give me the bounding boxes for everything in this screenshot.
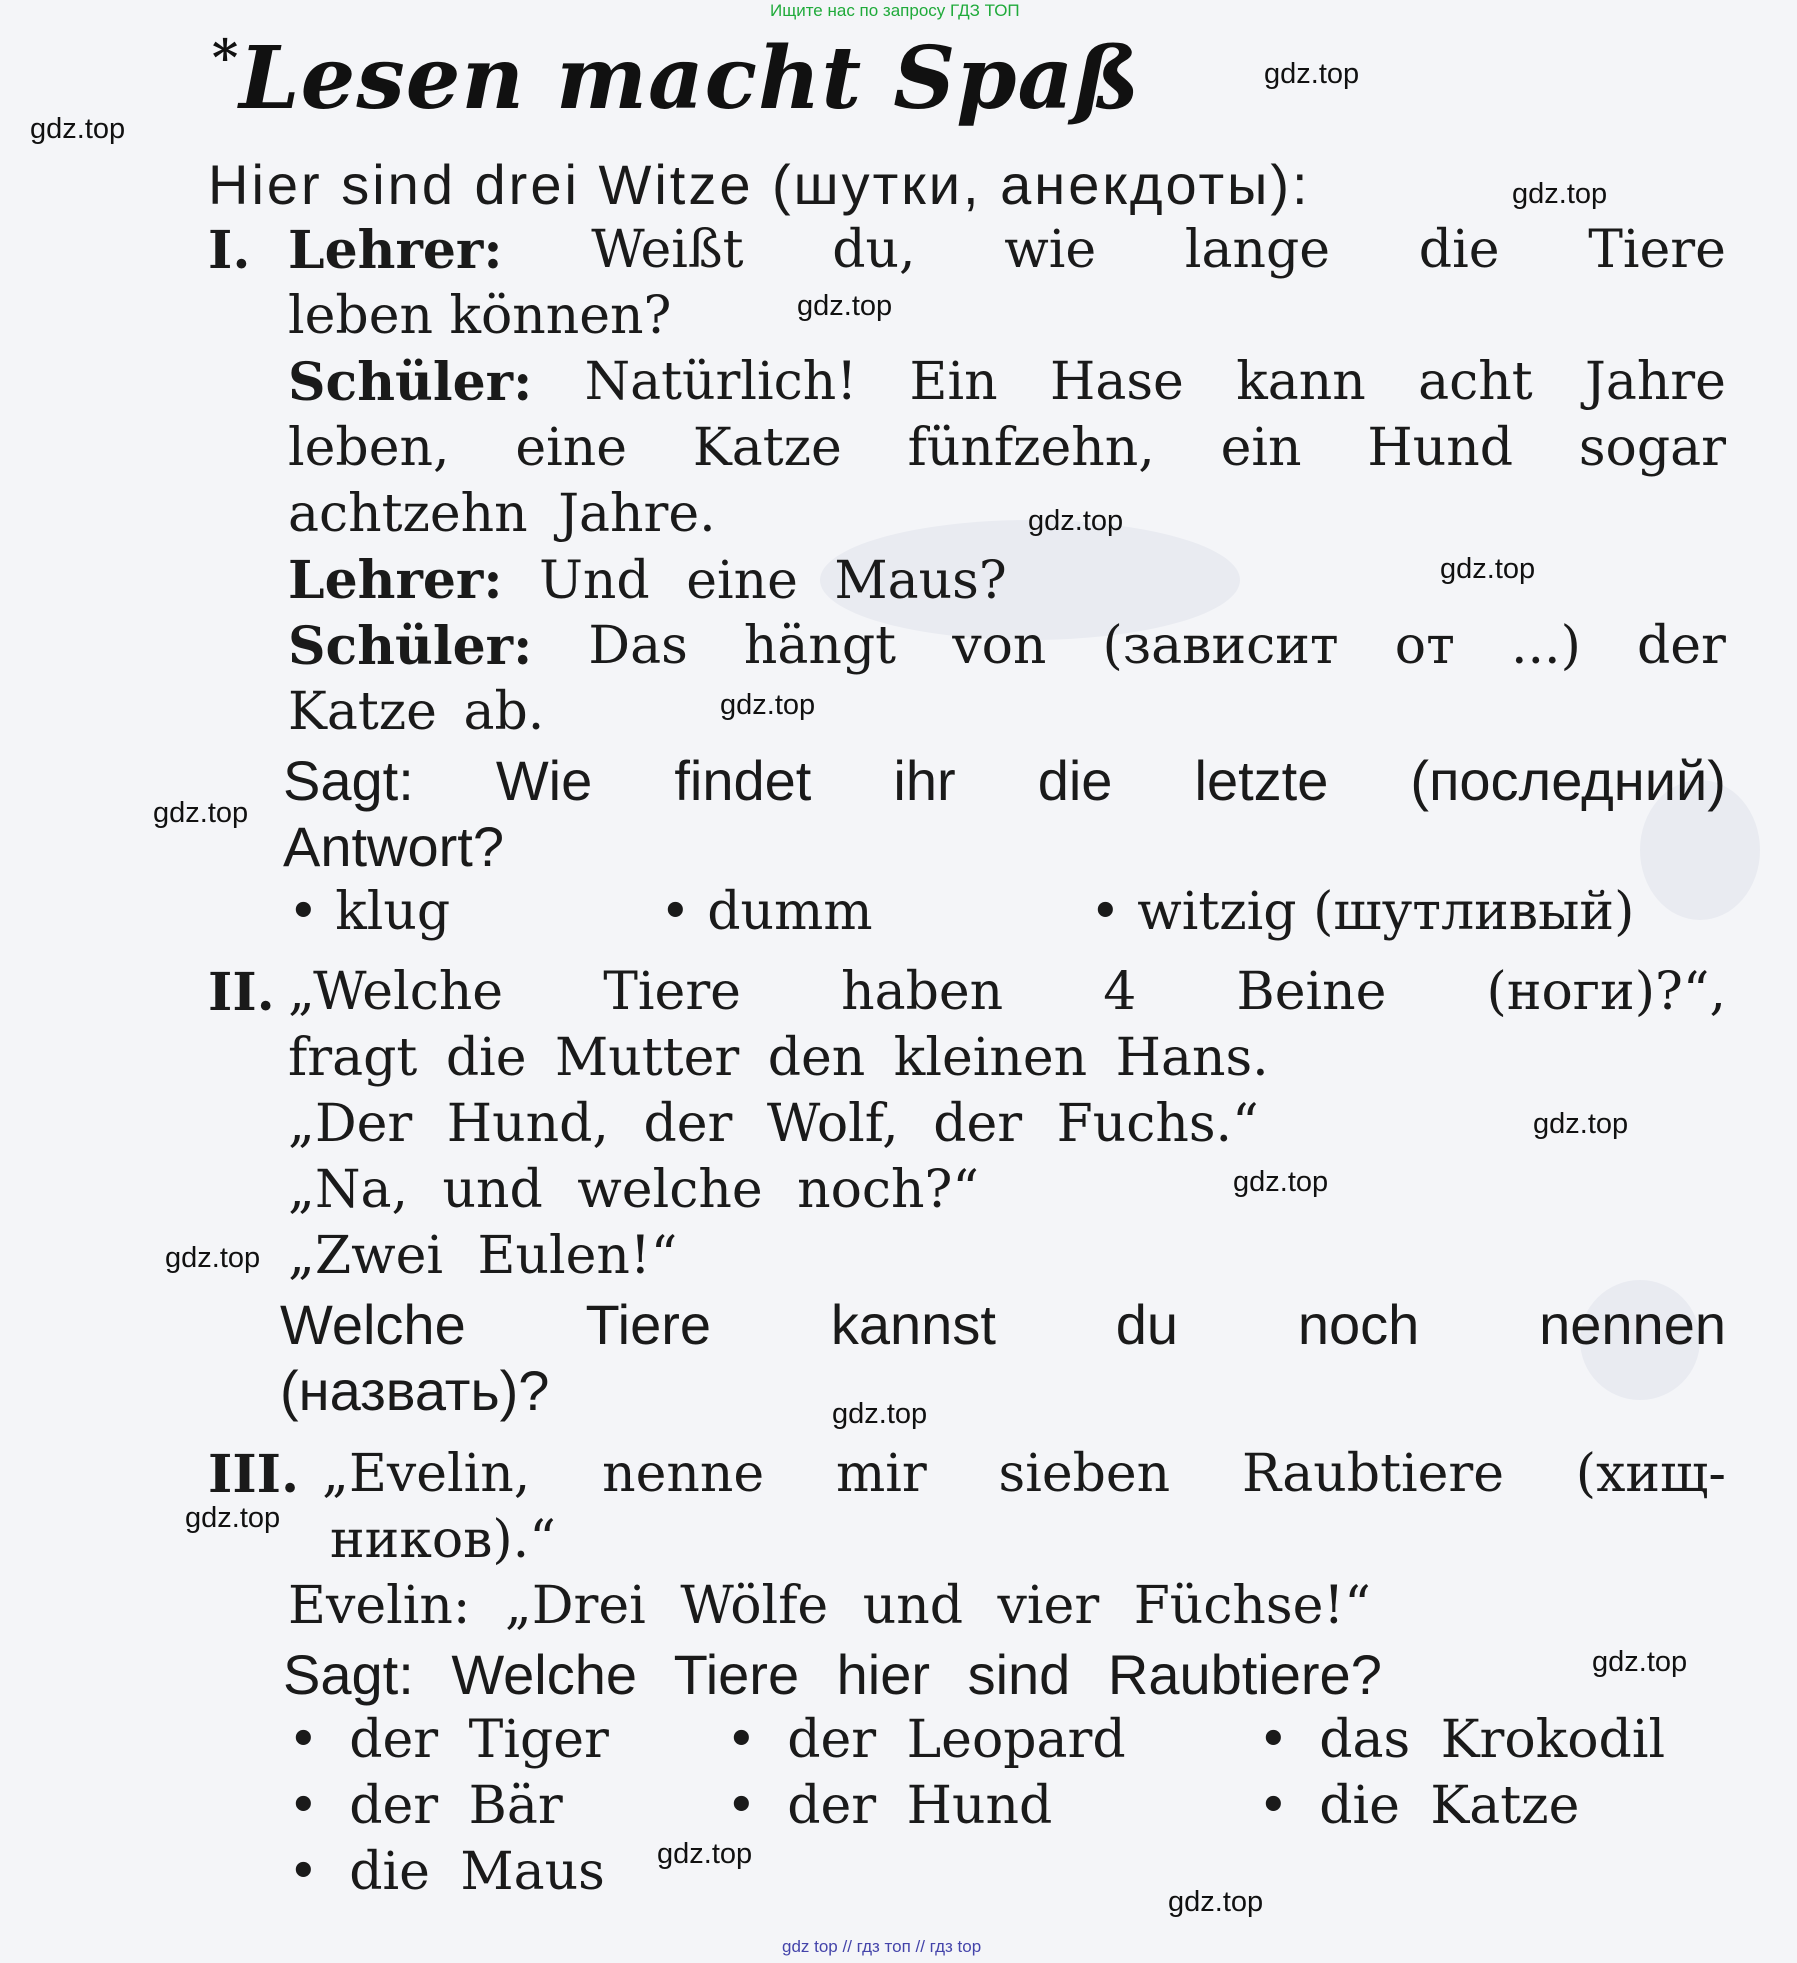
watermark: gdz.top xyxy=(1512,178,1608,210)
word: hängt xyxy=(743,616,897,676)
word: Weißt xyxy=(591,220,744,280)
word: Welche xyxy=(280,1293,466,1356)
word: Hund xyxy=(1367,418,1513,478)
watermark: gdz.top xyxy=(153,797,249,829)
watermark: gdz.top xyxy=(1592,1646,1688,1678)
joke-1-line-4 xyxy=(288,616,1726,677)
word: (зависит xyxy=(1102,616,1339,676)
word: Ein xyxy=(909,352,998,412)
animal-baer: • der Bär xyxy=(288,1776,563,1836)
animal-hund: • der Hund xyxy=(726,1776,1053,1836)
watermark: gdz.top xyxy=(1233,1166,1329,1198)
joke-3-number: III. xyxy=(208,1444,300,1505)
watermark: gdz.top xyxy=(185,1502,281,1534)
word: (ноги)?“, xyxy=(1486,962,1726,1022)
option-klug: • klug xyxy=(288,882,451,942)
joke-1-line-4-cont: Katze ab. xyxy=(288,682,545,742)
word: von xyxy=(952,616,1047,676)
word: Das xyxy=(588,616,688,676)
word: Natürlich! xyxy=(584,352,858,412)
word: du, xyxy=(832,220,916,280)
word: kann xyxy=(1236,352,1366,412)
word: der xyxy=(1636,616,1726,676)
animal-tiger: • der Tiger xyxy=(288,1710,609,1770)
word: Beine xyxy=(1236,962,1387,1022)
joke-2-line-5: „Zwei Eulen!“ xyxy=(288,1226,678,1286)
page-title xyxy=(212,28,1141,129)
word: ihr xyxy=(893,749,956,812)
word: haben xyxy=(841,962,1004,1022)
word: sogar xyxy=(1578,418,1726,478)
animal-katze: • die Katze xyxy=(1258,1776,1580,1836)
word: Wie xyxy=(495,749,593,812)
word: ein xyxy=(1220,418,1302,478)
option-witzig: • witzig (шутливый) xyxy=(1090,882,1635,942)
word: letzte xyxy=(1194,749,1329,812)
joke-1-line-1-cont: leben können? xyxy=(288,286,672,346)
watermark: gdz.top xyxy=(720,689,816,721)
watermark: gdz.top xyxy=(1028,505,1124,537)
joke-1-task-cont: Antwort? xyxy=(283,815,504,878)
joke-2-task xyxy=(280,1292,1726,1357)
word: acht xyxy=(1418,352,1533,412)
word: Hase xyxy=(1050,352,1184,412)
option-dumm: • dumm xyxy=(660,882,873,942)
animal-leopard: • der Leopard xyxy=(726,1710,1126,1770)
word: du xyxy=(1115,1293,1179,1356)
word: Katze xyxy=(692,418,842,478)
joke-3-line-1 xyxy=(322,1444,1726,1504)
speaker-lehrer: Lehrer: xyxy=(288,550,503,611)
watermark: gdz.top xyxy=(165,1242,261,1274)
word: lange xyxy=(1184,220,1331,280)
speaker-lehrer: Lehrer: xyxy=(288,220,503,281)
bottom-footer: gdz top // гдз топ // гдз top xyxy=(782,1937,982,1956)
speaker-schueler: Schüler: xyxy=(288,352,533,413)
joke-2-line-2: fragt die Mutter den kleinen Hans. xyxy=(288,1028,1269,1088)
watermark: gdz.top xyxy=(832,1398,928,1430)
top-banner: Ищите нас по запросу ГДЗ ТОП xyxy=(770,1,1020,20)
speaker-schueler: Schüler: xyxy=(288,616,533,677)
word: Jahre xyxy=(1584,352,1726,412)
word: findet xyxy=(674,749,812,812)
joke-2-task-cont: (назвать)? xyxy=(280,1359,550,1422)
animal-maus: • die Maus xyxy=(288,1842,605,1902)
watermark: gdz.top xyxy=(1264,58,1360,90)
word: 4 xyxy=(1103,962,1137,1022)
title-marker: * xyxy=(212,28,240,87)
watermark: gdz.top xyxy=(1440,553,1536,585)
watermark: gdz.top xyxy=(1533,1108,1629,1140)
watermark: gdz.top xyxy=(1168,1886,1264,1918)
word: mir xyxy=(835,1444,927,1504)
line-text: Und eine Maus? xyxy=(539,551,1007,611)
joke-1-line-1 xyxy=(288,220,1726,281)
word: Tiere xyxy=(603,962,741,1022)
joke-2-line-4: „Na, und welche noch?“ xyxy=(288,1160,979,1220)
word: die xyxy=(1418,220,1500,280)
joke-1-line-3 xyxy=(288,550,1007,611)
joke-1-line-2c: achtzehn Jahre. xyxy=(288,484,716,544)
joke-1-number: I. xyxy=(208,220,251,281)
word: Tiere xyxy=(1588,220,1726,280)
joke-1-line-2b xyxy=(288,418,1726,478)
word: Raubtiere xyxy=(1241,1444,1504,1504)
joke-1-line-2 xyxy=(288,352,1726,413)
joke-3-task: Sagt: Welche Tiere hier sind Raubtiere? xyxy=(283,1643,1382,1706)
word: fünfzehn, xyxy=(907,418,1155,478)
word: wie xyxy=(1004,220,1097,280)
word: (хищ- xyxy=(1575,1444,1726,1504)
word: noch xyxy=(1297,1293,1420,1356)
word: nenne xyxy=(602,1444,765,1504)
word: leben, xyxy=(288,418,450,478)
word: sieben xyxy=(998,1444,1171,1504)
word: Tiere xyxy=(585,1293,712,1356)
word: kannst xyxy=(830,1293,996,1356)
watermark: gdz.top xyxy=(30,113,126,145)
word: от xyxy=(1394,616,1455,676)
intro-line: Hier sind drei Witze (шутки, анекдоты): xyxy=(208,153,1311,216)
joke-3-line-1-cont: ников).“ xyxy=(330,1510,556,1570)
animal-krokodil: • das Krokodil xyxy=(1258,1710,1666,1770)
joke-2-number: II. xyxy=(208,962,275,1023)
word: Sagt: xyxy=(283,749,414,812)
joke-1-task xyxy=(283,748,1726,813)
word: eine xyxy=(515,418,627,478)
joke-3-line-2: Evelin: „Drei Wölfe und vier Füchse!“ xyxy=(288,1576,1371,1636)
word: „Evelin, xyxy=(322,1444,531,1504)
watermark: gdz.top xyxy=(657,1838,753,1870)
watermark: gdz.top xyxy=(797,290,893,322)
title-text: Lesen macht Spaß xyxy=(239,28,1141,129)
word: „Welche xyxy=(288,962,504,1022)
word: (последний) xyxy=(1410,749,1726,812)
word: nennen xyxy=(1539,1293,1726,1356)
joke-2-line-3: „Der Hund, der Wolf, der Fuchs.“ xyxy=(288,1094,1259,1154)
joke-2-line-1 xyxy=(288,962,1726,1022)
word: die xyxy=(1037,749,1113,812)
word: ...) xyxy=(1510,616,1581,676)
